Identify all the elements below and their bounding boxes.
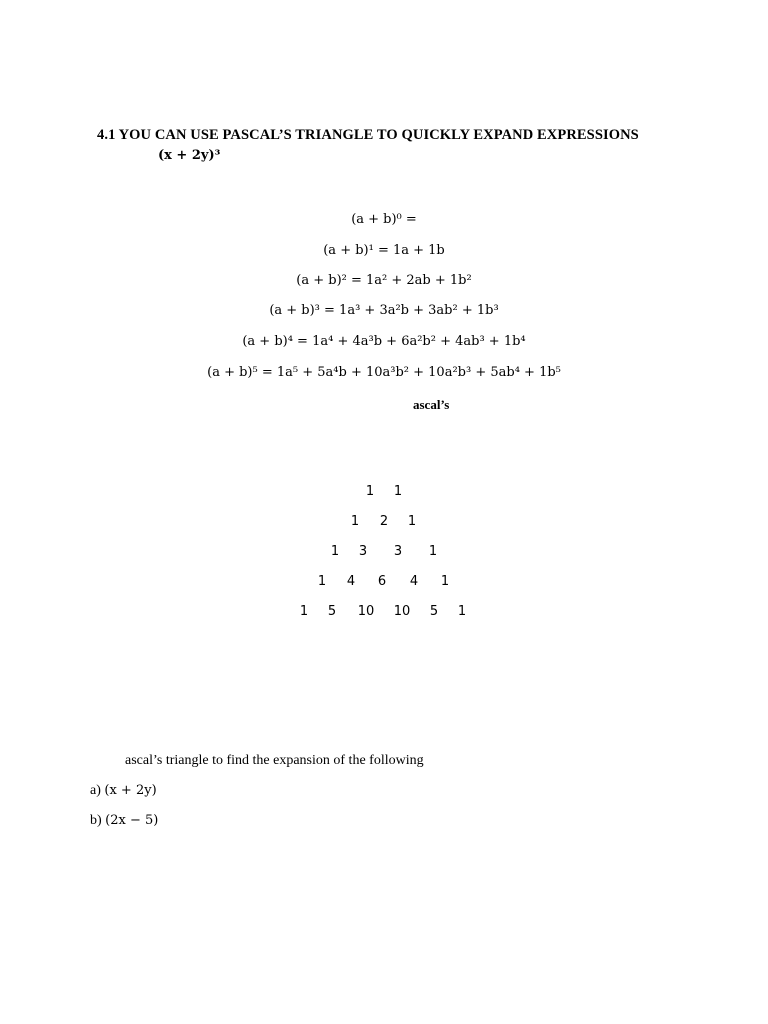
triangle-number: 1 — [317, 574, 327, 589]
triangle-number: 1 — [393, 484, 403, 499]
question-label: a) — [90, 783, 101, 798]
heading-expression — [158, 148, 220, 163]
triangle-number: 4 — [409, 574, 419, 589]
triangle-number: 1 — [299, 604, 309, 619]
triangle-row-3 — [0, 544, 768, 562]
triangle-row-5 — [0, 604, 768, 622]
triangle-number: 3 — [393, 544, 403, 559]
triangle-number: 5 — [327, 604, 337, 619]
triangle-number: 1 — [457, 604, 467, 619]
triangle-number: 6 — [377, 574, 387, 589]
question-b — [90, 813, 158, 829]
triangle-number: 1 — [330, 544, 340, 559]
question-label: b) — [90, 813, 102, 828]
triangle-number: 5 — [429, 604, 439, 619]
triangle-row-4 — [0, 574, 768, 592]
triangle-number: 10 — [393, 604, 411, 619]
triangle-row-1 — [0, 484, 768, 502]
section-heading: 4.1 YOU CAN USE PASCAL’S TRIANGLE TO QUICKLY EXPAND EXPRESSIONS — [97, 127, 639, 143]
expansion-line-3: (a + b)³ = 1a³ + 3a²b + 3ab² + 1b³ — [269, 303, 499, 318]
expansion-line-0: (a + b)⁰ = — [351, 212, 417, 227]
triangle-number: 1 — [440, 574, 450, 589]
expansion-line-4: (a + b)⁴ = 1a⁴ + 4a³b + 6a²b² + 4ab³ + 1b⁴ — [242, 334, 526, 349]
expansion-line-5: (a + b)⁵ = 1a⁵ + 5a⁴b + 10a³b² + 10a²b³ + 5ab⁴ + 1b⁵ — [207, 365, 561, 380]
triangle-number: 1 — [350, 514, 360, 529]
expansion-line-2: (a + b)² = 1a² + 2ab + 1b² — [296, 273, 472, 288]
triangle-number: 3 — [358, 544, 368, 559]
triangle-number: 1 — [428, 544, 438, 559]
triangle-row-2 — [0, 514, 768, 532]
word-fragment: ascal’s — [413, 397, 450, 412]
triangle-number: 4 — [346, 574, 356, 589]
instruction-text: ascal’s triangle to find the expansion of the following — [125, 753, 424, 768]
question-a — [90, 783, 157, 799]
question-expression: (2x − 5) — [105, 813, 159, 828]
triangle-number: 1 — [407, 514, 417, 529]
expansion-line-1: (a + b)¹ = 1a + 1b — [323, 243, 445, 258]
question-expression: (x + 2y) — [104, 783, 157, 798]
triangle-number: 1 — [365, 484, 375, 499]
triangle-number: 2 — [379, 514, 389, 529]
triangle-number: 10 — [357, 604, 375, 619]
heading-expression-text: (x + 2y)³ — [158, 148, 221, 163]
